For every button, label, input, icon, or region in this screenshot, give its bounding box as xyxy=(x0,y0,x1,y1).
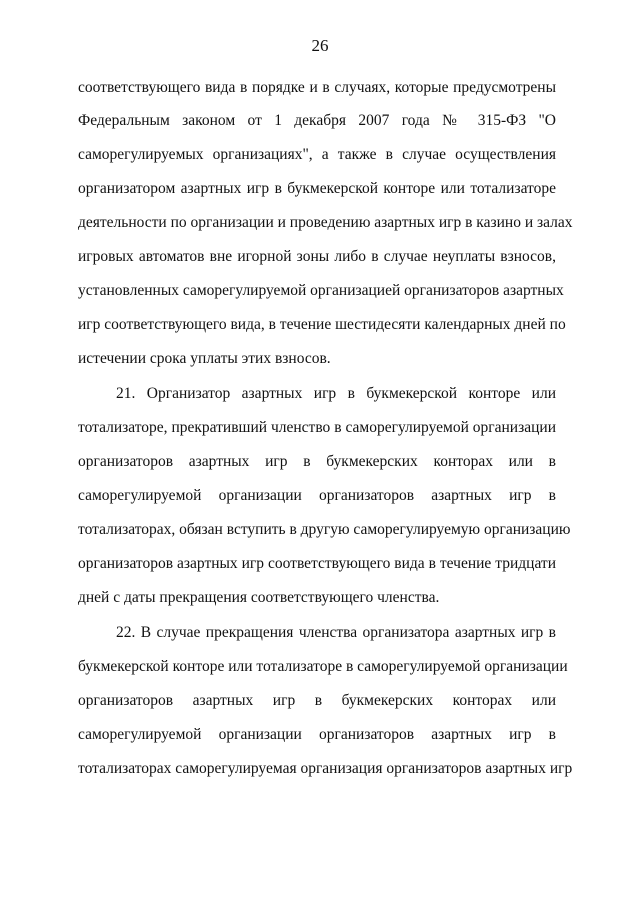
text-line: соответствующего вида в порядке и в случаях, которые предусмотрены xyxy=(78,79,556,96)
text-line: тотализаторах саморегулируемая организация организаторов азартных игр xyxy=(78,760,573,777)
text-line: Федеральным законом от 1 декабря 2007 года № 315-ФЗ "О xyxy=(78,112,556,129)
text-line: организаторов азартных игр в букмекерских конторах или в xyxy=(78,453,556,470)
text-line: саморегулируемых организациях", а также в случае осуществления xyxy=(78,146,556,163)
text-line: организаторов азартных игр соответствующего вида в течение тридцати xyxy=(78,555,556,572)
text-line: тотализаторах, обязан вступить в другую саморегулируемую организацию xyxy=(78,521,571,538)
text-line: дней с даты прекращения соответствующего членства. xyxy=(78,589,440,606)
text-line: саморегулируемой организации организаторов азартных игр в xyxy=(78,726,556,743)
page-number: 26 xyxy=(311,36,329,55)
text-line: игр соответствующего вида, в течение шестидесяти календарных дней по xyxy=(78,316,566,333)
text-line: организаторов азартных игр в букмекерских конторах или xyxy=(78,692,556,709)
text-line: деятельности по организации и проведению азартных игр в казино и залах xyxy=(78,214,573,231)
text-line: истечении срока уплаты этих взносов. xyxy=(78,350,331,367)
text-line: тотализаторе, прекративший членство в саморегулируемой организации xyxy=(78,419,556,436)
text-line: игровых автоматов вне игорной зоны либо в случае неуплаты взносов, xyxy=(78,248,556,265)
text-line: установленных саморегулируемой организацией организаторов азартных xyxy=(78,282,564,299)
text-line: саморегулируемой организации организаторов азартных игр в xyxy=(78,487,556,504)
text-line: организатором азартных игр в букмекерской конторе или тотализаторе xyxy=(78,180,556,197)
paragraph-21-start: 21. Организатор азартных игр в букмекерской конторе или xyxy=(116,385,556,402)
text-line: букмекерской конторе или тотализаторе в саморегулируемой организации xyxy=(78,658,568,675)
paragraph-22-start: 22. В случае прекращения членства организатора азартных игр в xyxy=(116,624,556,641)
